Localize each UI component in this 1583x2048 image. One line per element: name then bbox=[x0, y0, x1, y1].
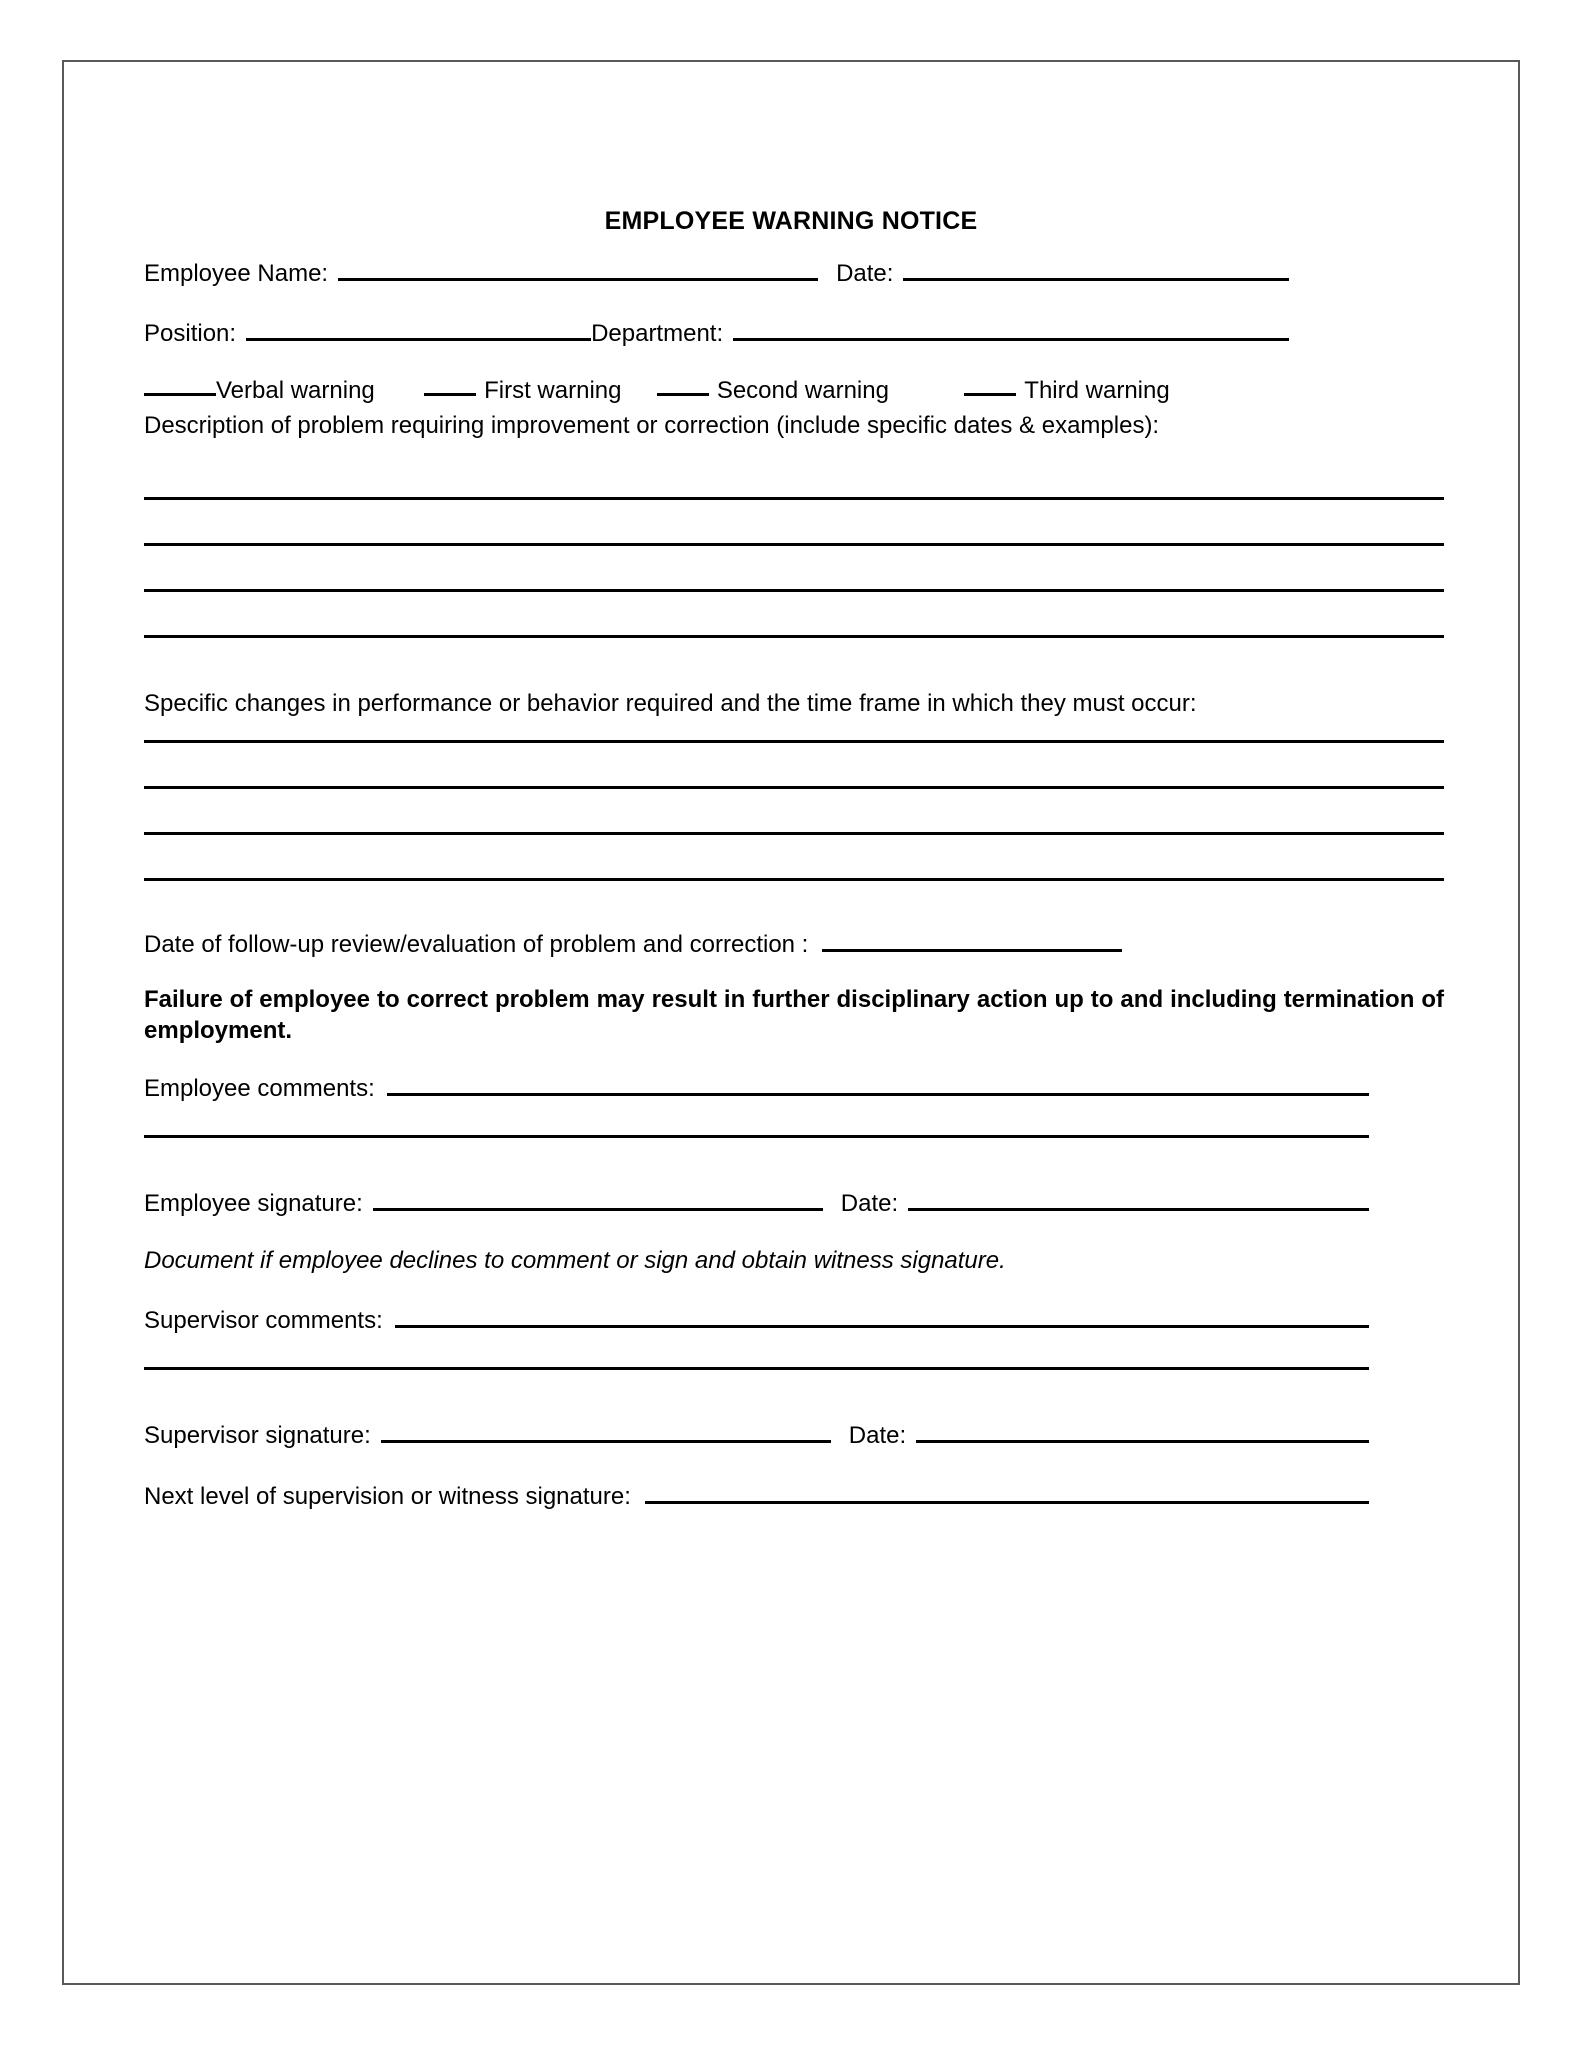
employee-signature-input[interactable] bbox=[373, 1187, 823, 1211]
supervisor-comments-input[interactable] bbox=[395, 1304, 1369, 1328]
description-line-4[interactable] bbox=[144, 635, 1444, 638]
department-label: Department: bbox=[591, 320, 724, 347]
warning-level-row bbox=[144, 377, 1304, 405]
changes-line-3[interactable] bbox=[144, 832, 1444, 835]
employee-signature-row bbox=[144, 1187, 1369, 1218]
changes-line-1[interactable] bbox=[144, 740, 1444, 743]
position-input[interactable] bbox=[246, 317, 591, 341]
employee-comments-line-2[interactable] bbox=[144, 1135, 1369, 1138]
supervisor-comments-label: Supervisor comments: bbox=[144, 1307, 383, 1334]
supervisor-comments-row bbox=[144, 1304, 1369, 1335]
description-line-1[interactable] bbox=[144, 497, 1444, 500]
verbal-warning-checkbox[interactable] bbox=[144, 393, 216, 396]
supervisor-signature-date-input[interactable] bbox=[916, 1419, 1369, 1443]
employee-signature-label: Employee signature: bbox=[144, 1190, 363, 1217]
description-line-3[interactable] bbox=[144, 589, 1444, 592]
changes-prompt: Specific changes in performance or behavior required and the time frame in which they must occur: bbox=[144, 690, 1197, 717]
document-page bbox=[62, 60, 1520, 1985]
supervisor-signature-date-label: Date: bbox=[848, 1422, 907, 1449]
description-line-2[interactable] bbox=[144, 543, 1444, 546]
decline-notice: Document if employee declines to comment or sign and obtain witness signature. bbox=[144, 1247, 1006, 1274]
first-warning-checkbox[interactable] bbox=[424, 393, 476, 396]
page-title: EMPLOYEE WARNING NOTICE bbox=[604, 207, 978, 235]
first-warning-label: First warning bbox=[484, 377, 622, 404]
second-warning-label: Second warning bbox=[716, 377, 889, 404]
changes-line-2[interactable] bbox=[144, 786, 1444, 789]
supervisor-comments-line-2[interactable] bbox=[144, 1367, 1369, 1370]
position-department-row bbox=[144, 317, 1289, 348]
position-label: Position: bbox=[144, 320, 237, 347]
employee-comments-input[interactable] bbox=[387, 1072, 1369, 1096]
supervisor-signature-input[interactable] bbox=[381, 1419, 831, 1443]
third-warning-checkbox[interactable] bbox=[964, 393, 1016, 396]
supervisor-signature-row bbox=[144, 1419, 1369, 1450]
next-level-label: Next level of supervision or witness signature: bbox=[144, 1483, 631, 1510]
supervisor-signature-label: Supervisor signature: bbox=[144, 1422, 371, 1449]
document-body bbox=[64, 62, 1518, 1983]
followup-review-label: Date of follow-up review/evaluation of problem and correction : bbox=[144, 931, 809, 958]
employee-name-label: Employee Name: bbox=[144, 260, 329, 287]
failure-notice: Failure of employee to correct problem may result in further disciplinary action up to and including termination of employment. bbox=[144, 986, 1444, 1045]
third-warning-label: Third warning bbox=[1024, 377, 1170, 404]
employee-comments-label: Employee comments: bbox=[144, 1075, 375, 1102]
department-input[interactable] bbox=[733, 317, 1289, 341]
description-prompt: Description of problem requiring improvement or correction (include specific dates & examples): bbox=[144, 412, 1160, 439]
verbal-warning-label: Verbal warning bbox=[216, 377, 375, 404]
followup-date-input[interactable] bbox=[822, 928, 1122, 952]
next-level-input[interactable] bbox=[645, 1480, 1369, 1504]
next-level-row bbox=[144, 1480, 1369, 1511]
employee-signature-date-label: Date: bbox=[840, 1190, 899, 1217]
employee-date-input[interactable] bbox=[903, 257, 1289, 281]
employee-comments-row bbox=[144, 1072, 1369, 1103]
employee-signature-date-input[interactable] bbox=[908, 1187, 1369, 1211]
employee-name-row bbox=[144, 257, 1289, 288]
followup-review-row bbox=[144, 928, 1122, 959]
second-warning-checkbox[interactable] bbox=[657, 393, 709, 396]
employee-name-input[interactable] bbox=[338, 257, 818, 281]
employee-date-label: Date: bbox=[836, 260, 894, 287]
changes-line-4[interactable] bbox=[144, 878, 1444, 881]
